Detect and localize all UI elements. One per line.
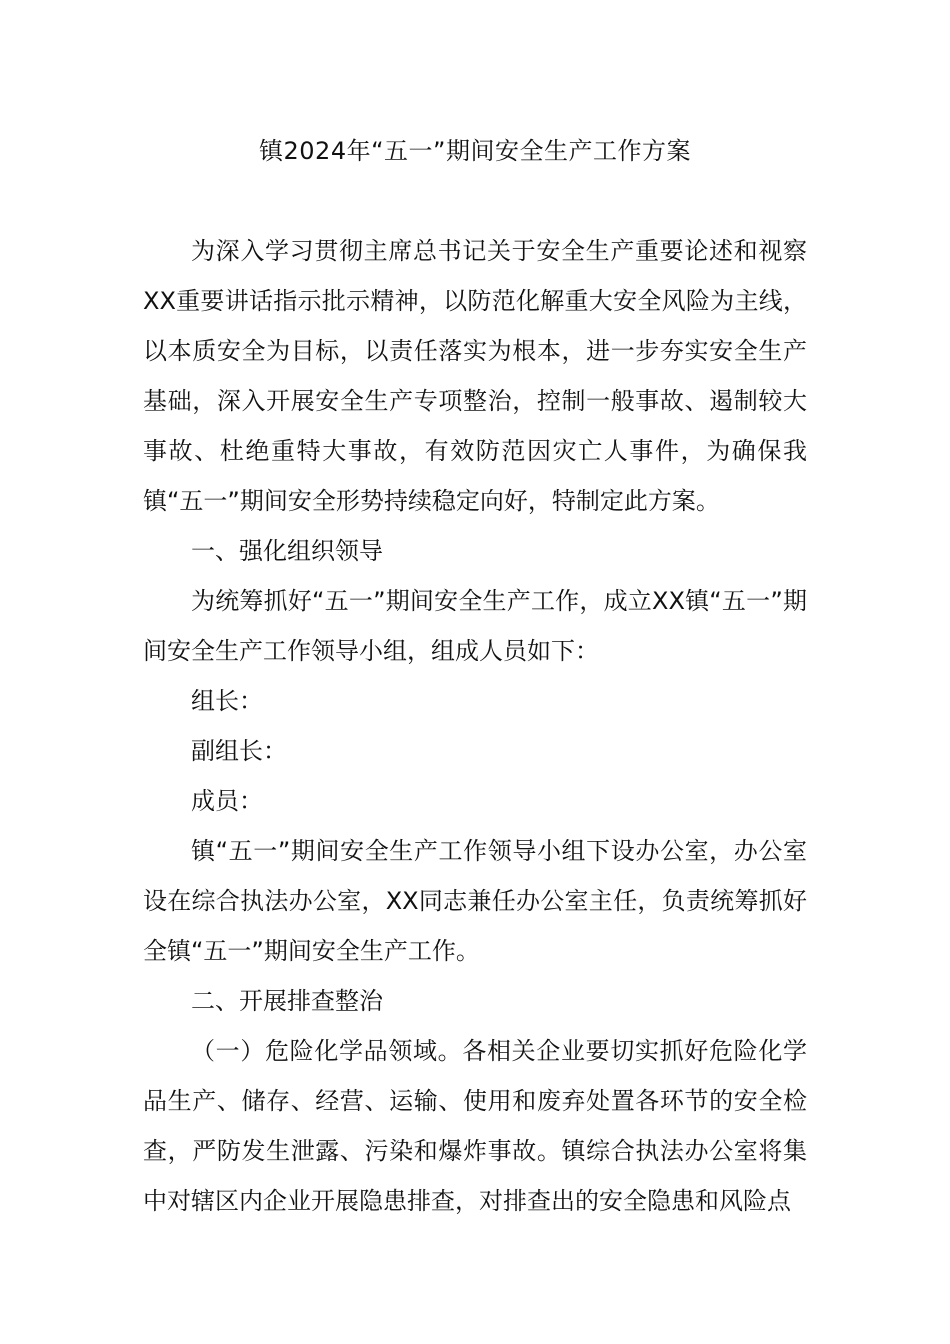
intro-paragraph: 为深入学习贯彻主席总书记关于安全生产重要论述和视察XX重要讲话指示批示精神，以防范化解重大安全风险为主线，以本质安全为目标，以责任落实为根本，进一步夯实安全生产基础，深入开展安全生产专项整治，控制一般事故、遏制较大事故、杜绝重特大事故，有效防范因灾亡人事件，为确保我镇“五一”期间安全形势持续稳定向好，特制定此方案。	[143, 237, 807, 515]
deputy-leader-line: 副组长：	[191, 737, 287, 765]
group-leader-line: 组长：	[191, 687, 263, 715]
section-heading-inspection: 二、开展排查整治	[191, 987, 383, 1015]
leadership-group-paragraph: 为统筹抓好“五一”期间安全生产工作，成立XX镇“五一”期间安全生产工作领导小组，组成人员如下：	[143, 587, 807, 665]
office-paragraph: 镇“五一”期间安全生产工作领导小组下设办公室，办公室设在综合执法办公室，XX同志兼任办公室主任，负责统筹抓好全镇“五一”期间安全生产工作。	[143, 837, 807, 965]
document-body	[143, 226, 807, 1226]
document-title: 镇2024年“五一”期间安全生产工作方案	[259, 137, 691, 165]
section-heading-organization: 一、强化组织领导	[191, 537, 383, 565]
members-line: 成员：	[191, 787, 263, 815]
hazardous-chemicals-paragraph: （一）危险化学品领域。各相关企业要切实抓好危险化学品生产、储存、经营、运输、使用和废弃处置各环节的安全检查，严防发生泄露、污染和爆炸事故。镇综合执法办公室将集中对辖区内企业开展隐患排查，对排查出的安全隐患和风险点	[143, 1037, 807, 1215]
